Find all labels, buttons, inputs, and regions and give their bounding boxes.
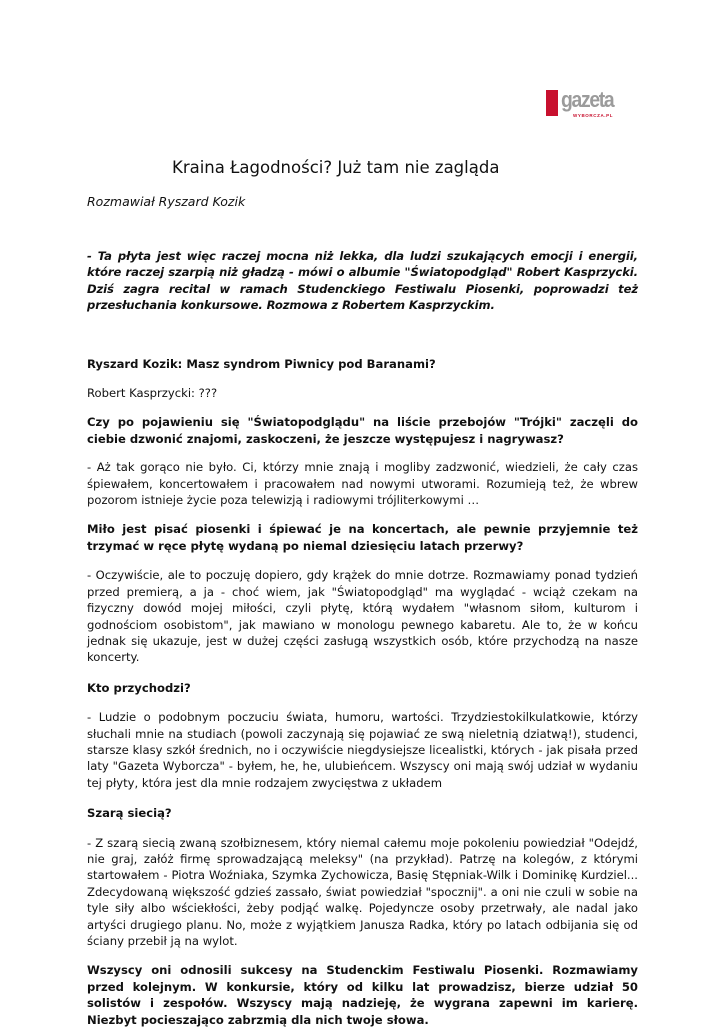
answer-paragraph: - Ludzie o podobnym poczuciu świata, humoru, wartości. Trzydziestokilkulatkowie, którzy słuchali mnie na studiach (powoli zaczynają się pojawiać ze swą nieletnią dziatwą!), studenci, starsze klasy szkół średnich, no i oczywiście niegdysiejsze licealistki, których - jak pisała przed laty "Gazeta Wyborcza" - byłem, he, he, ulubieńcem. Wszyscy oni mają swój udział w wydaniu tej płyty, która jest dla mnie rodzajem zwycięstwa z układem [87,710,638,790]
article-title: Kraina Łagodności? Już tam nie zagląda [172,158,500,177]
logo-wordmark: gazeta [561,87,614,112]
logo-red-bar [546,90,558,116]
question-paragraph: Kto przychodzi? [87,680,191,695]
question-paragraph: Czy po pojawieniu się "Światopodglądu" na liście przebojów "Trójki" zaczęli do ciebie dzwonić znajomi, zaskoczeni, że jeszcze występujesz i nagrywasz? [87,415,638,446]
answer-paragraph: - Z szarą siecią zwaną szołbiznesem, który niemal całemu moje pokoleniu powiedział "Odejdź, nie graj, załóż firmę sprowadzającą meleksy" (na przykład). Patrzę na kolegów, z którymi startowałem - Piotra Woźniaka, Szymka Zychowicza, Basię Stępniak-Wilk i Dominikę Kurdziel... Zdecydowaną większość gdzieś zassało, świat powiedział "spocznij". a oni nie czuli w sobie na tyle siły albo wściekłości, żeby podjąć walkę. Pojedyncze osoby przetrwały, ale nadal jako artyści drugiego planu. No, może z wyjątkiem Janusza Radka, który po latach odbijania się od ściany przebił ją na wylot. [87,835,638,948]
article-lead: - Ta płyta jest więc raczej mocna niż lekka, dla ludzi szukających emocji i energii, które raczej szarpią niż gładzą - mówi o albumie "Światopodgląd" Robert Kasprzycki. Dziś zagra recital w ramach Studenckiego Festiwalu Piosenki, poprowadzi też przesłuchania konkursowe. Rozmowa z Robertem Kasprzyckim. [87,249,638,313]
gazeta-logo [546,88,622,120]
question-paragraph: Miło jest pisać piosenki i śpiewać je na koncertach, ale pewnie przyjemnie też trzymać w ręce płytę wydaną po niemal dziesięciu latach przerwy? [87,522,638,553]
question-paragraph: Ryszard Kozik: Masz syndrom Piwnicy pod Baranami? [87,356,436,371]
logo-subtitle: WYBORCZA.PL [573,113,614,118]
answer-paragraph: - Aż tak gorąco nie było. Ci, którzy mnie znają i mogliby zadzwonić, wiedzieli, że cały czas śpiewałem, koncertowałem i pracowałem nad nowymi utworami. Rozumieją też, że wbrew pozorom istnieje życie poza telewizją i radiowymi trójliterkowymi … [87,460,638,508]
article-body [87,248,638,1028]
answer-paragraph: Robert Kasprzycki: ??? [87,386,218,401]
answer-paragraph: - Oczywiście, ale to poczuję dopiero, gdy krążek do mnie dotrze. Rozmawiamy ponad tydzień przed premierą, a ja - choć wiem, jak "Światopodgląd" ma wyglądać - wciąż czekam na fizyczny dowód mojej miłości, czyli płytę, którą wydałem "własnom siłom, kulturom i godnościom osobistom", jak mawiano w monologu pewnego kabaretu. Ale to, że w końcu jednak się ukazuje, jest w dużej części zasługą wszystkich osób, które przychodzą na nasze koncerty. [87,568,638,665]
question-paragraph: Szarą siecią? [87,806,172,821]
question-paragraph: Wszyscy oni odnosili sukcesy na Studenckim Festiwalu Piosenki. Rozmawiamy przed kolejnym. W konkursie, który od kilku lat prowadzisz, bierze udział 50 solistów i zespołów. Wszyscy mają nadzieję, że wygrana zapewni im karierę. Niezbyt pocieszająco zabrzmią dla nich twoje słowa. [87,963,638,1027]
article-byline: Rozmawiał Ryszard Kozik [87,194,246,209]
